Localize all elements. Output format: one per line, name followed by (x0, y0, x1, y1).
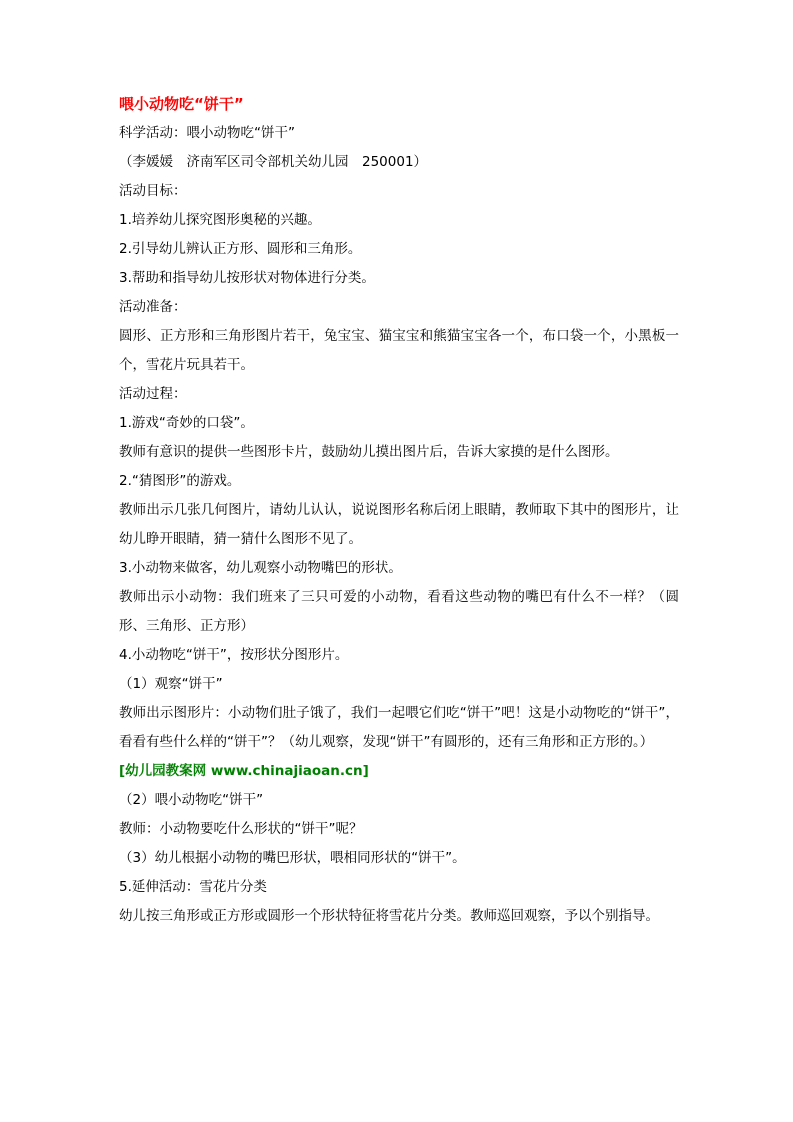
paragraph-subject: 科学活动：喂小动物吃“饼干” (119, 125, 295, 141)
step-5-text: 幼儿按三角形或正方形或圆形一个形状特征将雪花片分类。教师巡回观察，予以个别指导。 (119, 908, 659, 924)
heading-process: 活动过程： (119, 386, 187, 402)
step-4-sub-2-title: （2）喂小动物吃“饼干” (119, 792, 264, 808)
goal-item-3: 3.帮助和指导幼儿按形状对物体进行分类。 (119, 270, 375, 286)
source-link[interactable]: [幼儿园教案网 www.chinajiaoan.cn] (119, 763, 369, 779)
goal-item-1: 1.培养幼儿探究图形奥秘的兴趣。 (119, 212, 321, 228)
step-3-title: 3.小动物来做客，幼儿观察小动物嘴巴的形状。 (119, 560, 402, 576)
step-4-title: 4.小动物吃“饼干”，按形状分图形片。 (119, 647, 349, 663)
step-1-text: 教师有意识的提供一些图形卡片，鼓励幼儿摸出图片后，告诉大家摸的是什么图形。 (119, 444, 619, 460)
paragraph-author: （李媛媛 济南军区司令部机关幼儿园 250001） (119, 154, 428, 170)
step-1-title: 1.游戏“奇妙的口袋”。 (119, 415, 254, 431)
goal-item-2: 2.引导幼儿辨认正方形、圆形和三角形。 (119, 241, 362, 257)
heading-goals: 活动目标： (119, 183, 187, 199)
step-4-sub-2-text: 教师：小动物要吃什么形状的“饼干”呢？ (119, 821, 363, 837)
document-title: 喂小动物吃“饼干” (119, 95, 244, 113)
step-2-title: 2.“猜图形”的游戏。 (119, 473, 241, 489)
heading-preparation: 活动准备： (119, 299, 187, 315)
step-2-text: 教师出示几张几何图片，请幼儿认认，说说图形名称后闭上眼睛，教师取下其中的图形片，让幼儿睁开眼睛，猜一猜什么图形不见了。 (119, 502, 679, 547)
step-5-title: 5.延伸活动：雪花片分类 (119, 879, 267, 895)
step-4-sub-1-title: （1）观察“饼干” (119, 676, 223, 692)
step-3-text: 教师出示小动物：我们班来了三只可爱的小动物，看看这些动物的嘴巴有什么不一样？（圆形、三角形、正方形） (119, 589, 679, 634)
step-4-sub-1-text: 教师出示图形片：小动物们肚子饿了，我们一起喂它们吃“饼干”吧！这是小动物吃的“饼干”，看看有些什么样的“饼干”？（幼儿观察，发现“饼干”有圆形的，还有三角形和正方形的。） (119, 705, 679, 750)
step-4-sub-3-text: （3）幼儿根据小动物的嘴巴形状，喂相同形状的“饼干”。 (119, 850, 466, 866)
paragraph-preparation: 圆形、正方形和三角形图片若干，兔宝宝、猫宝宝和熊猫宝宝各一个，布口袋一个，小黑板一个，雪花片玩具若干。 (119, 328, 679, 373)
document-page (119, 92, 679, 931)
